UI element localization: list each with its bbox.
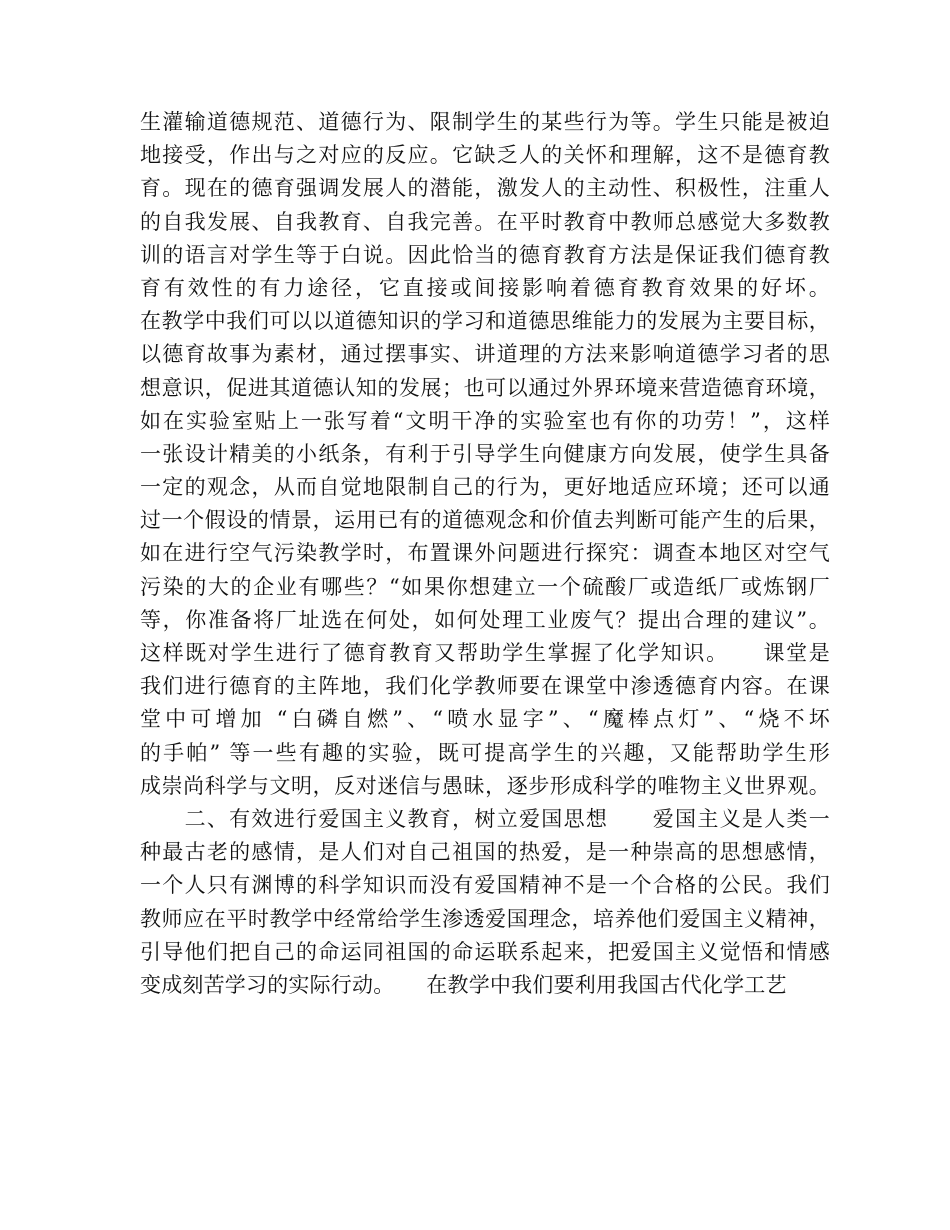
text-line: 训的语言对学生等于白说。因此恰当的德育教育方法是保证我们德育教 (140, 242, 830, 267)
text-line: 引导他们把自己的命运同祖国的命运联系起来，把爱国主义觉悟和情感 (140, 939, 830, 964)
text-line: 堂中可增加 “白磷自燃”、“喷水显字”、“魔棒点灯”、“烧不坏 (140, 707, 830, 732)
text-line: 污染的大的企业有哪些？“如果你想建立一个硫酸厂或造纸厂或炼钢厂 (140, 574, 830, 599)
text-line: 想意识，促进其道德认知的发展；也可以通过外界环境来营造德育环境， (140, 375, 830, 400)
text-line: 成崇尚科学与文明，反对迷信与愚昧，逐步形成科学的唯物主义世界观。 (140, 773, 830, 798)
text-line: 的手帕” 等一些有趣的实验，既可提高学生的兴趣，又能帮助学生形 (140, 740, 830, 765)
text-line: 育。现在的德育强调发展人的潜能，激发人的主动性、积极性，注重人 (140, 176, 830, 201)
text-line: 这样既对学生进行了德育教育又帮助学生掌握了化学知识。 课堂是 (140, 641, 830, 665)
text-line: 育有效性的有力途径，它直接或间接影响着德育教育效果的好坏。 (140, 275, 830, 300)
text-line: 以德育故事为素材，通过摆事实、讲道理的方法来影响道德学习者的思 (140, 342, 830, 367)
text-line: 过一个假设的情景，运用已有的道德观念和价值去判断可能产生的后果， (140, 508, 830, 533)
text-line: 二、有效进行爱国主义教育，树立爱国思想 爱国主义是人类一 (140, 806, 830, 831)
text-line: 一张设计精美的小纸条，有利于引导学生向健康方向发展，使学生具备 (140, 441, 830, 466)
text-line: 如在实验室贴上一张写着“文明干净的实验室也有你的功劳！”，这样 (140, 408, 830, 433)
text-line: 生灌输道德规范、道德行为、限制学生的某些行为等。学生只能是被迫 (140, 110, 830, 134)
body-text (140, 106, 830, 1002)
text-line: 等，你准备将厂址选在何处，如何处理工业废气？提出合理的建议”。 (140, 607, 830, 632)
text-line: 一个人只有渊博的科学知识而没有爱国精神不是一个合格的公民。我们 (140, 873, 830, 898)
text-line: 地接受，作出与之对应的反应。它缺乏人的关怀和理解，这不是德育教 (140, 143, 830, 168)
text-line: 的自我发展、自我教育、自我完善。在平时教育中教师总感觉大多数教 (140, 209, 830, 234)
text-line: 在教学中我们可以以道德知识的学习和道德思维能力的发展为主要目标， (140, 309, 830, 334)
text-line: 一定的观念，从而自觉地限制自己的行为，更好地适应环境；还可以通 (140, 475, 830, 500)
text-line: 如在进行空气污染教学时，布置课外问题进行探究：调查本地区对空气 (140, 541, 830, 566)
text-line: 教师应在平时教学中经常给学生渗透爱国理念，培养他们爱国主义精神， (140, 906, 830, 931)
text-line: 我们进行德育的主阵地，我们化学教师要在课堂中渗透德育内容。在课 (140, 674, 830, 699)
text-line: 种最古老的感情，是人们对自己祖国的热爱，是一种崇高的思想感情， (140, 840, 830, 865)
text-line: 变成刻苦学习的实际行动。 在教学中我们要利用我国古代化学工艺 (140, 972, 787, 997)
